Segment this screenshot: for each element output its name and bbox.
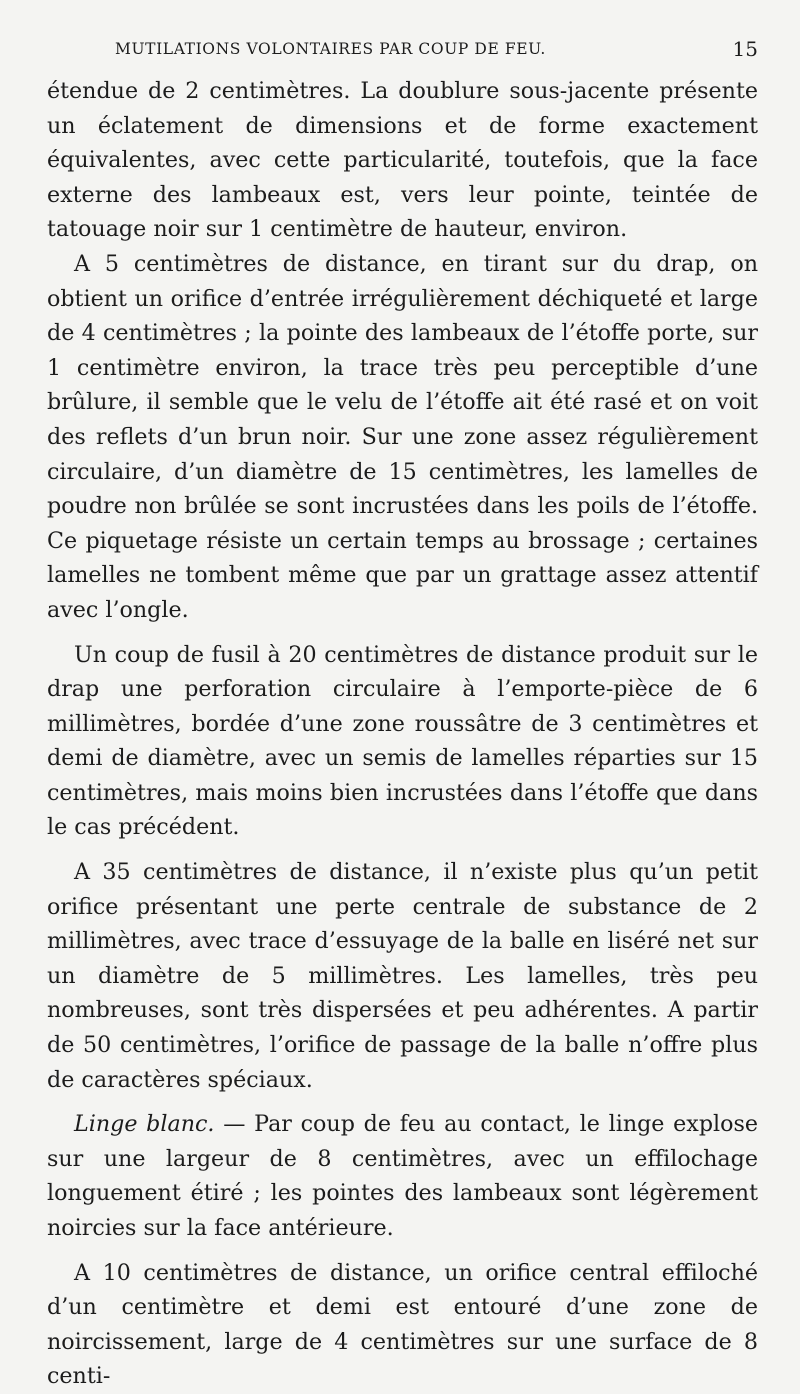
running-title: MUTILATIONS VOLONTAIRES PAR COUP DE FEU. bbox=[115, 40, 546, 58]
section-lead-linge-blanc: Linge blanc. bbox=[74, 1111, 215, 1138]
paragraph-five-cm: A 5 centimètres de distance, en tirant sur du drap, on obtient un orifice d’entrée irrégulièrement déchiqueté et large de 4 centimètres ; la pointe des lambeaux de l’étoffe porte, sur 1 centimètre environ, la trace très peu perceptible d’une brûlure, il semble que le velu de l’étoffe ait été rasé et on voit des reflets d’un brun noir. Sur une zone assez régulièrement circulaire, d’un diamètre de 15 centimètres, les lamelles de poudre non brûlée se sont incrustées dans les poils de l’étoffe. Ce piquetage résiste un certain temps au brossage ; certaines lamelles ne tombent même que par un grattage assez attentif avec l’ongle. bbox=[47, 250, 758, 623]
running-head bbox=[47, 34, 758, 74]
body-text bbox=[47, 74, 758, 1394]
paragraph-ten-cm: A 10 centimètres de distance, un orifice central effiloché d’un centimètre et demi est entouré d’une zone de noircissement, large de 4 centimètres sur une surface de 8 centi- bbox=[47, 1259, 758, 1390]
paragraph-linge-blanc bbox=[47, 1107, 758, 1245]
page-number: 15 bbox=[732, 37, 758, 61]
paragraph-continuation: étendue de 2 centimètres. La doublure sous-jacente présente un éclatement de dimensions et de forme exactement équivalentes, avec cette particularité, toutefois, que la face externe des lambeaux est, vers leur pointe, teintée de tatouage noir sur 1 centimètre de hauteur, environ. bbox=[47, 78, 758, 243]
paragraph-thirty-five-cm: A 35 centimètres de distance, il n’existe plus qu’un petit orifice présentant une perte centrale de substance de 2 millimètres, avec trace d’essuyage de la balle en liséré net sur un diamètre de 5 millimètres. Les lamelles, très peu nombreuses, sont très dispersées et peu adhérentes. A partir de 50 centimètres, l’orifice de passage de la balle n’offre plus de caractères spéciaux. bbox=[47, 859, 758, 1093]
paragraph-twenty-cm: Un coup de fusil à 20 centimètres de distance produit sur le drap une perforation circulaire à l’emporte-pièce de 6 millimètres, bordée d’une zone roussâtre de 3 centimètres et demi de diamètre, avec un semis de lamelles réparties sur 15 centimètres, mais moins bien incrustées dans l’étoffe que dans le cas précédent. bbox=[47, 641, 758, 841]
paragraph-linge-blanc-text: — Par coup de feu au contact, le linge explose sur une largeur de 8 centimètres, avec un effilochage longuement étiré ; les pointes des lambeaux sont légèrement noircies sur la face antérieure. bbox=[47, 1111, 758, 1241]
